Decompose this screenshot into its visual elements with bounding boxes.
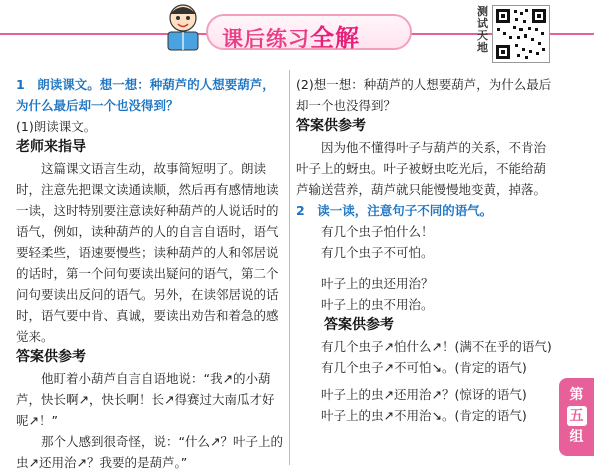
answer-paragraph-1: 他盯着小葫芦自言自语地说：“我↗的小葫芦，快长啊↗，快长啊！长↗得赛过大南瓜才好呢↗！” [16, 371, 275, 428]
qr-code-icon [492, 5, 550, 63]
sentence-3: 叶子上的虫还用治？ [321, 276, 434, 291]
unit-tab-bottom: 组 [569, 429, 584, 445]
question-1-sub: (1)朗读课文。 [16, 119, 97, 134]
teacher-guide-text: 这篇课文语言生动，故事简短明了。朗读时，注意先把课文读通读顺，然后再有感情地读一读，这时特别要注意读好种葫芦的人说话时的语气，例如，读种葫芦的人的自言自语时，语气要轻柔些，语速要慢些；读种葫芦的人和邻居说的话时，第一个问句要读出疑问的语气，第二个问句要读出反问的语气。另外，在读邻居说的话时，语气要中肯、真诚，要读出劝告和着急的感觉来。 [16, 161, 279, 344]
answer-text-right: 因为他不懂得叶子与葫芦的关系，不肯治叶子上的蚜虫。叶子被蚜虫吃光后，不能给葫芦输送营养，葫芦就只能慢慢地变黄，掉落。 [296, 140, 547, 197]
answer-title-right-2: 答案供参考 [324, 317, 394, 333]
qr-label: 测试天地 [477, 5, 488, 54]
answer-sentence-3: 叶子上的虫↗还用治↗？(惊讶的语气) [321, 387, 527, 402]
question-1-part-2: (2)想一想：种葫芦的人想要葫芦，为什么最后却一个也没得到？ [296, 77, 552, 113]
unit-tab-number: 五 [567, 406, 587, 426]
answer-title-right: 答案供参考 [296, 118, 366, 134]
column-divider [289, 70, 290, 465]
answer-sentence-2: 有几个虫子↗不可怕↘。(肯定的语气) [321, 360, 527, 375]
sentence-4: 叶子上的虫不用治。 [321, 297, 434, 312]
question-1: 1 朗读课文。想一想：种葫芦的人想要葫芦，为什么最后却一个也没得到？ [16, 77, 275, 113]
banner-title-prefix: 课后练习 [222, 27, 310, 51]
left-column [16, 74, 286, 473]
unit-tab [559, 378, 594, 456]
teacher-guide-title: 老师来指导 [16, 139, 86, 155]
sentence-1: 有几个虫子怕什么！ [321, 224, 434, 239]
answer-title-left: 答案供参考 [16, 349, 86, 365]
answer-sentence-1: 有几个虫子↗怕什么↗！(满不在乎的语气) [321, 339, 552, 354]
mascot-icon [162, 2, 204, 52]
banner-title-emph: 全解 [310, 24, 360, 52]
unit-tab-top: 第 [569, 387, 584, 403]
right-column [296, 74, 552, 426]
banner-title [222, 18, 360, 53]
answer-sentence-4: 叶子上的虫↗不用治↘。(肯定的语气) [321, 408, 527, 423]
sentence-2: 有几个虫子不可怕。 [321, 245, 434, 260]
answer-paragraph-2: 那个人感到很奇怪，说：“什么↗？叶子上的虫↗还用治↗？我要的是葫芦。” [16, 434, 283, 470]
question-2: 2 读一读，注意句子不同的语气。 [296, 203, 493, 218]
